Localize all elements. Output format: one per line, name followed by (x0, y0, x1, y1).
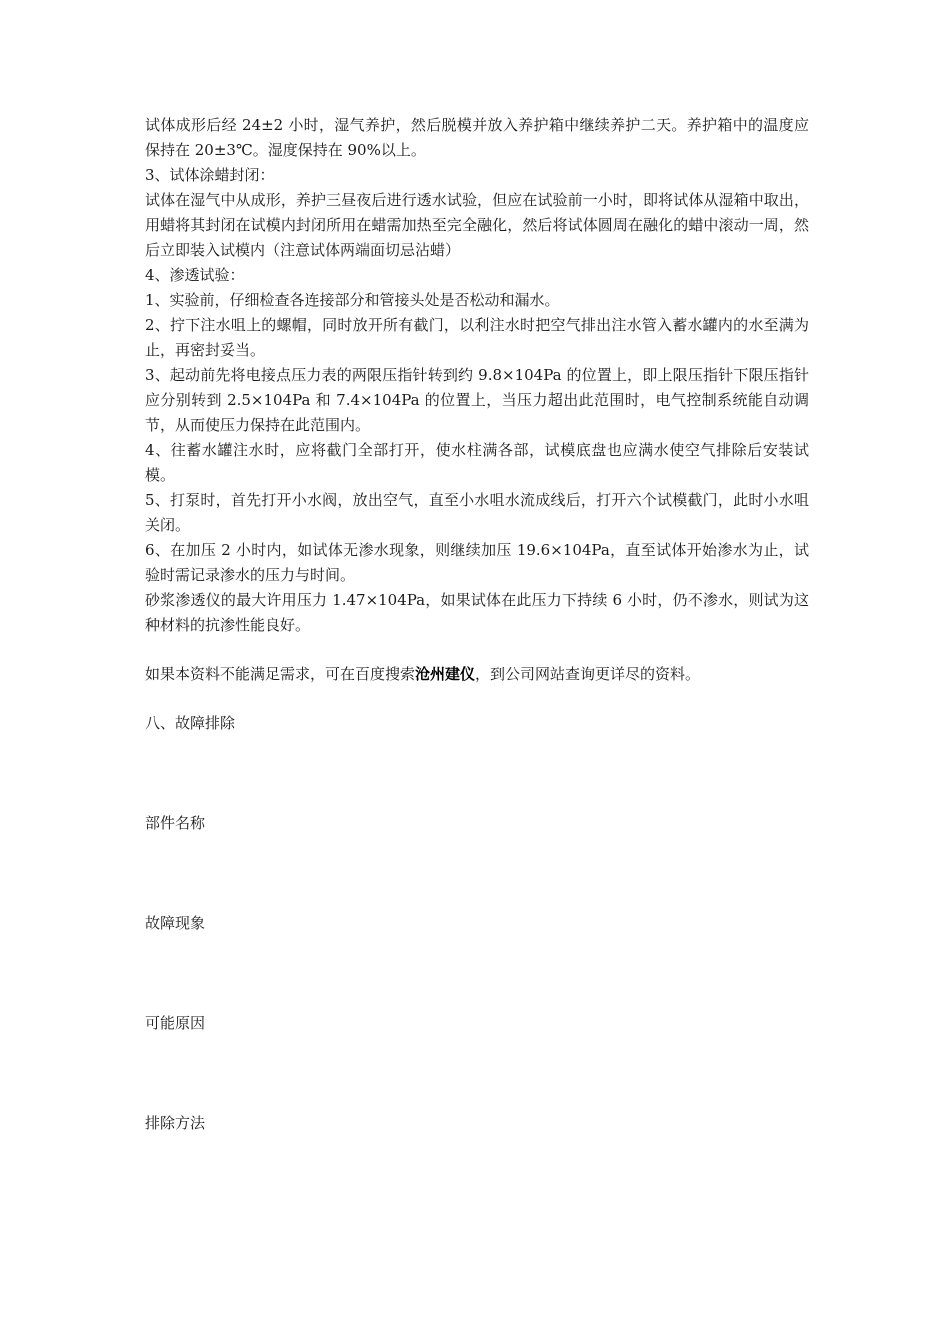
step-6: 6、在加压 2 小时内，如试体无渗水现象，则继续加压 19.6×104Pa，直至试体开始渗水为止，试验时需记录渗水的压力与时间。 (145, 541, 809, 584)
heading-permeability-test: 4、渗透试验： (145, 266, 245, 284)
paragraph-max-pressure: 砂浆渗透仪的最大许用压力 1.47×104Pa，如果试体在此压力下持续 6 小时，仍不渗水，则试为这种材料的抗渗性能良好。 (145, 591, 809, 634)
field-symptom: 故障现象 (145, 914, 206, 932)
document-page (145, 113, 809, 1136)
notice-text-before: 如果本资料不能满足需求，可在百度搜索 (145, 665, 416, 683)
step-4: 4、往蓄水罐注水时，应将截门全部打开，使水柱满各部，试模底盘也应满水使空气排除后安装试模。 (145, 441, 809, 484)
field-solution: 排除方法 (145, 1114, 206, 1132)
notice-line (145, 662, 809, 687)
section-heading-troubleshooting: 八、故障排除 (145, 714, 236, 732)
brand-name: 沧州建仪 (415, 665, 476, 683)
step-3: 3、起动前先将电接点压力表的两限压指针转到约 9.8×104Pa 的位置上，即上限压指针下限压指针应分别转到 2.5×104Pa 和 7.4×104Pa 的位置上，当压力超出此范围时，电气控制系统能自动调节，从而使压力保持在此范围内。 (145, 366, 809, 434)
paragraph-curing: 试体成形后经 24±2 小时，湿气养护，然后脱模并放入养护箱中继续养护二天。养护箱中的温度应保持在 20±3℃。湿度保持在 90%以上。 (145, 116, 809, 159)
paragraph-wax-seal: 试体在湿气中从成形，养护三昼夜后进行透水试验，但应在试验前一小时，即将试体从湿箱中取出，用蜡将其封闭在试模内封闭所用在蜡需加热至完全融化，然后将试体圆周在融化的蜡中滚动一周，然后立即装入试模内（注意试体两端面切忌沾蜡） (145, 191, 809, 259)
field-cause: 可能原因 (145, 1014, 206, 1032)
field-part-name: 部件名称 (145, 814, 206, 832)
step-5: 5、打泵时，首先打开小水阀，放出空气，直至小水咀水流成线后，打开六个试模截门，此时小水咀关闭。 (145, 491, 809, 534)
step-2: 2、拧下注水咀上的螺帽，同时放开所有截门，以利注水时把空气排出注水管入蓄水罐内的水至满为止，再密封妥当。 (145, 316, 809, 359)
heading-wax-seal: 3、试体涂蜡封闭： (145, 166, 275, 184)
notice-text-after: ，到公司网站查询更详尽的资料。 (475, 665, 701, 683)
step-1: 1、实验前，仔细检查各连接部分和管接头处是否松动和漏水。 (145, 291, 560, 309)
